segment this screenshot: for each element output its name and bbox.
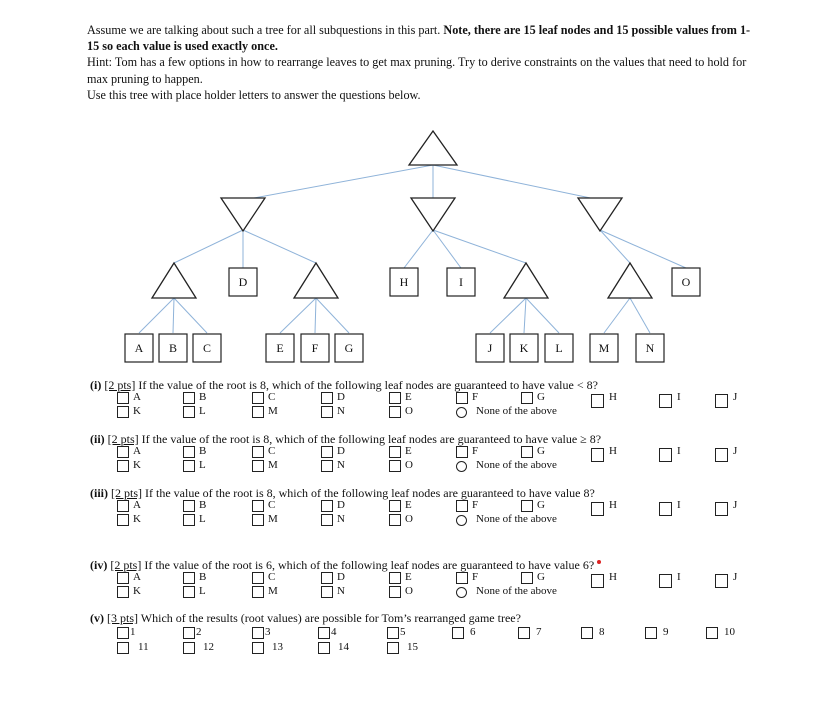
- checkbox-N[interactable]: [321, 406, 333, 418]
- value-label-14: 14: [338, 641, 349, 653]
- value-label-5: 5: [400, 626, 406, 638]
- checkbox-H[interactable]: [591, 394, 604, 408]
- tree-edge: [139, 298, 174, 333]
- root-max-node: [409, 131, 457, 165]
- option-label-C: C: [268, 391, 276, 403]
- option-label-C: C: [268, 445, 276, 457]
- tree-edge: [630, 298, 650, 333]
- option-label-L: L: [199, 459, 206, 471]
- checkbox-J[interactable]: [715, 574, 728, 588]
- checkbox-O[interactable]: [389, 460, 401, 472]
- question-points: [2 pts]: [111, 486, 142, 500]
- option-label-H: H: [609, 391, 617, 403]
- checkbox-value-8[interactable]: [581, 627, 593, 639]
- checkbox-I[interactable]: [659, 448, 672, 462]
- checkbox-F[interactable]: [456, 392, 468, 404]
- option-label-L: L: [199, 513, 206, 525]
- checkbox-C[interactable]: [252, 446, 264, 458]
- value-label-13: 13: [272, 641, 283, 653]
- option-label-D: D: [337, 391, 345, 403]
- question-points: [2 pts]: [104, 378, 136, 392]
- tree-edge: [526, 298, 559, 333]
- radio-none-of-the-above[interactable]: [456, 461, 467, 472]
- checkbox-D[interactable]: [321, 572, 333, 584]
- leaf-label-J: J: [487, 341, 493, 355]
- option-label-B: B: [199, 571, 207, 583]
- checkbox-F[interactable]: [456, 446, 468, 458]
- leaf-label-O: O: [681, 275, 691, 289]
- option-label-E: E: [405, 499, 412, 511]
- checkbox-G[interactable]: [521, 572, 533, 584]
- max-node: [294, 263, 338, 298]
- use-tree-text: Use this tree with place holder letters to answer the questions below.: [87, 87, 421, 102]
- leaf-label-F: F: [311, 341, 319, 355]
- min-node-1: [221, 198, 265, 231]
- checkbox-value-4[interactable]: [318, 627, 330, 639]
- radio-none-of-the-above[interactable]: [456, 407, 467, 418]
- question-text: If the value of the root is 8, which of the following leaf nodes are guaranteed to have value ≥ 8?: [141, 432, 602, 446]
- checkbox-A[interactable]: [117, 392, 129, 404]
- option-label-J: J: [733, 499, 738, 511]
- value-label-6: 6: [470, 626, 476, 638]
- option-label-D: D: [337, 445, 345, 457]
- question-number: (v): [90, 611, 104, 625]
- value-label-7: 7: [536, 626, 542, 638]
- tree-edge: [433, 230, 461, 268]
- radio-none-of-the-above[interactable]: [456, 515, 467, 526]
- option-label-L: L: [199, 585, 206, 597]
- checkbox-O[interactable]: [389, 586, 401, 598]
- checkbox-I[interactable]: [659, 394, 672, 408]
- checkbox-G[interactable]: [521, 500, 533, 512]
- tree-edge: [174, 230, 243, 263]
- option-label-H: H: [609, 571, 617, 583]
- checkbox-value-10[interactable]: [706, 627, 718, 639]
- checkbox-D[interactable]: [321, 446, 333, 458]
- value-label-12: 12: [203, 641, 214, 653]
- tree-edge: [433, 230, 526, 263]
- hint-text: Hint: Tom has a few options in how to rearrange leaves to get max pruning. Try to derive constraints on the values that need to hold for max pruning to happen.: [87, 55, 747, 86]
- option-label-F: F: [472, 445, 479, 457]
- checkbox-L[interactable]: [183, 514, 195, 526]
- option-label-K: K: [133, 513, 141, 525]
- checkbox-value-1[interactable]: [117, 627, 129, 639]
- checkbox-C[interactable]: [252, 572, 264, 584]
- radio-none-of-the-above[interactable]: [456, 587, 467, 598]
- tree-edge: [316, 298, 349, 333]
- option-label-A: A: [133, 391, 141, 403]
- value-label-15: 15: [407, 641, 418, 653]
- leaf-label-M: M: [598, 341, 610, 355]
- question-text: If the value of the root is 8, which of the following leaf nodes are guaranteed to have value < 8?: [138, 378, 598, 392]
- max-node: [152, 263, 196, 298]
- option-label-I: I: [677, 571, 681, 583]
- checkbox-I[interactable]: [659, 502, 672, 516]
- value-label-10: 10: [724, 626, 735, 638]
- leaf-label-C: C: [202, 341, 212, 355]
- checkbox-L[interactable]: [183, 406, 195, 418]
- checkbox-O[interactable]: [389, 514, 401, 526]
- checkbox-value-7[interactable]: [518, 627, 530, 639]
- option-label-J: J: [733, 391, 738, 403]
- checkbox-F[interactable]: [456, 500, 468, 512]
- checkbox-value-13[interactable]: [252, 642, 264, 654]
- leaf-label-I: I: [459, 275, 463, 289]
- checkbox-J[interactable]: [715, 502, 728, 516]
- checkbox-N[interactable]: [321, 460, 333, 472]
- option-label-K: K: [133, 585, 141, 597]
- option-label-G: G: [537, 445, 545, 457]
- value-label-2: 2: [196, 626, 202, 638]
- min-node-2: [411, 198, 455, 231]
- option-label-L: L: [199, 405, 206, 417]
- tree-edge: [173, 298, 174, 333]
- option-label-C: C: [268, 571, 276, 583]
- option-label-B: B: [199, 499, 207, 511]
- question-number: (iv): [90, 558, 108, 572]
- option-label-M: M: [268, 513, 278, 525]
- option-label-H: H: [609, 499, 617, 511]
- checkbox-A[interactable]: [117, 500, 129, 512]
- option-label-O: O: [405, 459, 413, 471]
- option-label-C: C: [268, 499, 276, 511]
- checkbox-O[interactable]: [389, 406, 401, 418]
- checkbox-E[interactable]: [389, 572, 401, 584]
- checkbox-H[interactable]: [591, 448, 604, 462]
- checkbox-N[interactable]: [321, 514, 333, 526]
- option-label-E: E: [405, 445, 412, 457]
- option-label-O: O: [405, 405, 413, 417]
- checkbox-E[interactable]: [389, 392, 401, 404]
- leaf-label-A: A: [134, 341, 144, 355]
- question-text: If the value of the root is 8, which of the following leaf nodes are guaranteed to have value 8?: [145, 486, 595, 500]
- checkbox-K[interactable]: [117, 460, 129, 472]
- checkbox-G[interactable]: [521, 446, 533, 458]
- option-label-D: D: [337, 499, 345, 511]
- question-number: (iii): [90, 486, 108, 500]
- option-label-J: J: [733, 445, 738, 457]
- question-5-title: [90, 611, 521, 626]
- value-label-1: 1: [130, 626, 136, 638]
- option-label-N: N: [337, 459, 345, 471]
- option-label-G: G: [537, 571, 545, 583]
- option-label-N: N: [337, 405, 345, 417]
- checkbox-E[interactable]: [389, 500, 401, 512]
- checkbox-K[interactable]: [117, 514, 129, 526]
- checkbox-K[interactable]: [117, 586, 129, 598]
- option-label-E: E: [405, 571, 412, 583]
- checkbox-value-3[interactable]: [252, 627, 264, 639]
- intro-line: Assume we are talking about such a tree for all subquestions in this part. Note, there are 15 leaf nodes and 15 possible values from 1-15 so each value is used exactly once.: [87, 23, 751, 54]
- option-label-I: I: [677, 499, 681, 511]
- option-label-H: H: [609, 445, 617, 457]
- checkbox-G[interactable]: [521, 392, 533, 404]
- option-label-G: G: [537, 391, 545, 403]
- checkbox-H[interactable]: [591, 502, 604, 516]
- checkbox-value-12[interactable]: [183, 642, 195, 654]
- tree-edge: [524, 298, 526, 333]
- value-label-3: 3: [265, 626, 271, 638]
- checkbox-C[interactable]: [252, 392, 264, 404]
- question-number: (ii): [90, 432, 105, 446]
- option-label-N: N: [337, 513, 345, 525]
- leaf-label-H: H: [399, 275, 409, 289]
- checkbox-M[interactable]: [252, 586, 264, 598]
- tree-edge: [600, 230, 686, 268]
- option-label-K: K: [133, 405, 141, 417]
- question-points: [3 pts]: [107, 611, 138, 625]
- option-label-O: O: [405, 585, 413, 597]
- red-annotation-mark: [597, 560, 601, 564]
- option-label-B: B: [199, 391, 207, 403]
- value-label-9: 9: [663, 626, 669, 638]
- checkbox-N[interactable]: [321, 586, 333, 598]
- question-text: If the value of the root is 6, which of the following leaf nodes are guaranteed to have value 6?: [144, 558, 595, 572]
- option-label-F: F: [472, 499, 479, 511]
- checkbox-value-6[interactable]: [452, 627, 464, 639]
- none-of-the-above-label: None of the above: [476, 585, 557, 597]
- checkbox-M[interactable]: [252, 460, 264, 472]
- value-label-4: 4: [331, 626, 337, 638]
- checkbox-value-5[interactable]: [387, 627, 399, 639]
- none-of-the-above-label: None of the above: [476, 459, 557, 471]
- checkbox-L[interactable]: [183, 586, 195, 598]
- checkbox-A[interactable]: [117, 572, 129, 584]
- checkbox-F[interactable]: [456, 572, 468, 584]
- tree-edge: [280, 298, 316, 333]
- tree-edge: [243, 230, 316, 263]
- checkbox-value-15[interactable]: [387, 642, 399, 654]
- option-label-A: A: [133, 571, 141, 583]
- question-2-title: [90, 432, 601, 447]
- option-label-I: I: [677, 445, 681, 457]
- value-label-11: 11: [138, 641, 149, 653]
- question-number: (i): [90, 378, 102, 392]
- option-label-E: E: [405, 391, 412, 403]
- checkbox-H[interactable]: [591, 574, 604, 588]
- checkbox-value-9[interactable]: [645, 627, 657, 639]
- option-label-G: G: [537, 499, 545, 511]
- min-node-3: [578, 198, 622, 231]
- checkbox-D[interactable]: [321, 392, 333, 404]
- checkbox-C[interactable]: [252, 500, 264, 512]
- option-label-O: O: [405, 513, 413, 525]
- tree-edge: [600, 230, 630, 263]
- option-label-M: M: [268, 405, 278, 417]
- checkbox-E[interactable]: [389, 446, 401, 458]
- option-label-A: A: [133, 445, 141, 457]
- none-of-the-above-label: None of the above: [476, 513, 557, 525]
- checkbox-I[interactable]: [659, 574, 672, 588]
- leaf-label-G: G: [344, 341, 354, 355]
- max-node: [504, 263, 548, 298]
- question-points: [2 pts]: [110, 558, 142, 572]
- option-label-F: F: [472, 391, 479, 403]
- option-label-D: D: [337, 571, 345, 583]
- none-of-the-above-label: None of the above: [476, 405, 557, 417]
- leaf-label-K: K: [519, 341, 529, 355]
- option-label-N: N: [337, 585, 345, 597]
- checkbox-J[interactable]: [715, 448, 728, 462]
- checkbox-L[interactable]: [183, 460, 195, 472]
- leaf-label-L: L: [555, 341, 563, 355]
- checkbox-B[interactable]: [183, 572, 195, 584]
- checkbox-A[interactable]: [117, 446, 129, 458]
- checkbox-M[interactable]: [252, 406, 264, 418]
- option-label-A: A: [133, 499, 141, 511]
- option-label-F: F: [472, 571, 479, 583]
- checkbox-B[interactable]: [183, 392, 195, 404]
- question-points: [2 pts]: [107, 432, 139, 446]
- tree-edge: [490, 298, 526, 333]
- leaf-label-D: D: [238, 275, 248, 289]
- value-label-8: 8: [599, 626, 605, 638]
- checkbox-value-11[interactable]: [117, 642, 129, 654]
- option-label-M: M: [268, 585, 278, 597]
- tree-edge: [174, 298, 207, 333]
- tree-edge: [243, 165, 433, 200]
- checkbox-K[interactable]: [117, 406, 129, 418]
- option-label-J: J: [733, 571, 738, 583]
- tree-edge: [404, 230, 433, 268]
- checkbox-value-2[interactable]: [183, 627, 195, 639]
- checkbox-D[interactable]: [321, 500, 333, 512]
- tree-edge: [433, 165, 600, 200]
- tree-edge: [315, 298, 316, 333]
- max-node: [608, 263, 652, 298]
- checkbox-M[interactable]: [252, 514, 264, 526]
- option-label-K: K: [133, 459, 141, 471]
- checkbox-J[interactable]: [715, 394, 728, 408]
- checkbox-B[interactable]: [183, 500, 195, 512]
- leaf-label-E: E: [276, 341, 284, 355]
- leaf-label-N: N: [645, 341, 655, 355]
- question-text: Which of the results (root values) are possible for Tom’s rearranged game tree?: [140, 611, 521, 625]
- option-label-M: M: [268, 459, 278, 471]
- checkbox-value-14[interactable]: [318, 642, 330, 654]
- option-label-B: B: [199, 445, 207, 457]
- leaf-label-B: B: [168, 341, 178, 355]
- option-label-I: I: [677, 391, 681, 403]
- checkbox-B[interactable]: [183, 446, 195, 458]
- tree-edge: [604, 298, 630, 333]
